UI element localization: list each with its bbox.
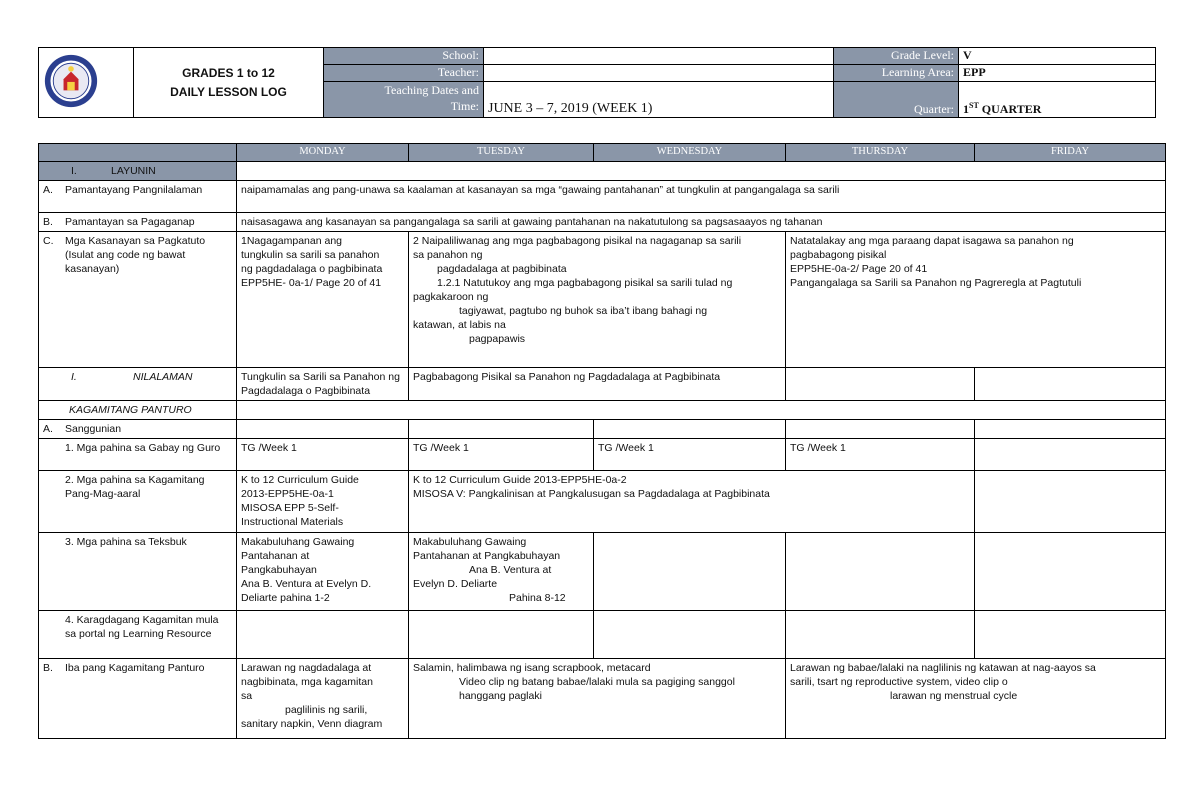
ib-mon-line: sa bbox=[241, 690, 253, 702]
title-line1: GRADES 1 to 12 bbox=[182, 65, 275, 80]
teksbuk-label: 3. Mga pahina sa Teksbuk bbox=[39, 533, 237, 611]
teacher-label: Teacher: bbox=[324, 65, 484, 82]
gabay-fri bbox=[975, 439, 1166, 471]
nilalaman-friday bbox=[975, 368, 1166, 401]
kagamitang-pang-row bbox=[39, 471, 1166, 533]
teacher-value[interactable] bbox=[484, 65, 834, 82]
sanggunian-thu bbox=[786, 420, 975, 439]
kagamitang-pang-monday bbox=[237, 471, 409, 533]
school-label: School: bbox=[324, 48, 484, 65]
layunin-label: LAYUNIN bbox=[111, 165, 156, 177]
gabay-label: 1. Mga pahina sa Gabay ng Guro bbox=[39, 439, 237, 471]
row-b-letter: B. bbox=[43, 216, 53, 228]
dates-label bbox=[324, 82, 484, 118]
tb-tue-line: Evelyn D. Deliarte bbox=[413, 578, 498, 590]
title-cell bbox=[134, 48, 324, 118]
karagdagan-row bbox=[39, 611, 1166, 659]
gabay-thu: TG /Week 1 bbox=[786, 439, 975, 471]
teksbuk-tuesday bbox=[409, 533, 594, 611]
tb-mon-line: Makabuluhang Gawaing bbox=[241, 536, 355, 548]
row-a-text: naipamamalas ang pang-unawa sa kaalaman at kasanayan sa mga “gawaing pantahanan” at tungkulin at pangangalaga sa sarili bbox=[237, 181, 1166, 213]
tb-mon-line: Pantahanan at bbox=[241, 550, 310, 562]
quarter-sup: ST bbox=[969, 101, 979, 110]
ib-tf-line: Larawan ng babae/lalaki na naglilinis ng katawan at nag-aayos sa bbox=[790, 662, 1096, 674]
tb-mon-line: Ana B. Ventura at Evelyn D. bbox=[241, 578, 372, 590]
sanggunian-tue bbox=[409, 420, 594, 439]
row-c-mon-line: 1Nagagampanan ang bbox=[241, 235, 343, 247]
quarter-rest: QUARTER bbox=[978, 102, 1042, 116]
row-c-tf-line: Natatalakay ang mga paraang dapat isagawa sa panahon ng bbox=[790, 235, 1074, 247]
tb-tue-line: Makabuluhang Gawaing bbox=[413, 536, 527, 548]
quarter-label: Quarter: bbox=[834, 82, 959, 118]
days-header-row bbox=[39, 144, 1166, 162]
header-table bbox=[38, 47, 1156, 118]
kagamitang-pang-friday bbox=[975, 471, 1166, 533]
ib-mon-line: nagbibinata, mga kagamitan bbox=[241, 676, 373, 688]
row-c-tw-line: sa panahon ng bbox=[413, 249, 483, 261]
row-c-tf-line: pagbabagong pisikal bbox=[790, 249, 887, 261]
sanggunian-mon bbox=[237, 420, 409, 439]
karagdagan-wed bbox=[594, 611, 786, 659]
karagdagan-tue bbox=[409, 611, 594, 659]
kagamitan-label: KAGAMITANG PANTURO bbox=[39, 401, 237, 420]
nilalaman-label-cell bbox=[39, 368, 237, 401]
row-c-letter: C. bbox=[43, 235, 54, 247]
pamantayan-sa-pagaganap-row bbox=[39, 213, 1166, 232]
row-a-label-cell bbox=[39, 181, 237, 213]
iba-pa-label-cell bbox=[39, 659, 237, 739]
row-a-label: Pamantayang Pangnilalaman bbox=[65, 184, 203, 196]
layunin-label-cell bbox=[39, 162, 237, 181]
deped-seal-cell bbox=[39, 48, 134, 118]
lesson-log-table bbox=[38, 143, 1166, 739]
layunin-num: I. bbox=[71, 165, 77, 177]
sanggunian-label: Sanggunian bbox=[65, 423, 122, 435]
teksbuk-thu bbox=[786, 533, 975, 611]
row-b-label: Pamantayan sa Pagaganap bbox=[65, 216, 195, 228]
row-b-label-cell bbox=[39, 213, 237, 232]
days-header-blank bbox=[39, 144, 237, 162]
pamantayang-pangnilalaman-row bbox=[39, 181, 1166, 213]
layunin-blank bbox=[237, 162, 1166, 181]
sanggunian-fri bbox=[975, 420, 1166, 439]
iba-pa-monday bbox=[237, 659, 409, 739]
row-a-letter: A. bbox=[43, 184, 53, 196]
kp-rest-line: MISOSA V: Pangkalinisan at Pangkalusugan sa Pagdadalaga at Pagbibinata bbox=[413, 488, 770, 500]
ib-tf-line: sarili, tsart ng reproductive system, video clip o bbox=[790, 676, 1008, 688]
teksbuk-fri bbox=[975, 533, 1166, 611]
grade-level-value[interactable]: V bbox=[959, 48, 1156, 65]
kp-mon-line: MISOSA EPP 5-Self- bbox=[241, 502, 339, 514]
row-c-tw-line: 2 Naipaliliwanag ang mga pagbabagong pisikal na nagaganap sa sarili bbox=[413, 235, 742, 247]
karagdagan-mon bbox=[237, 611, 409, 659]
learning-area-value[interactable]: EPP bbox=[959, 65, 1156, 82]
iba-pa-label: Iba pang Kagamitang Panturo bbox=[65, 662, 205, 674]
gabay-wed: TG /Week 1 bbox=[594, 439, 786, 471]
row-c-tw-line: tagiyawat, pagtubo ng buhok sa iba’t ibang bahagi ng bbox=[459, 305, 708, 317]
row-c-tw-line: katawan, at labis na bbox=[413, 319, 506, 331]
ib-mon-line: paglilinis ng sarili, bbox=[285, 704, 368, 716]
dates-label-line2: Time: bbox=[450, 99, 479, 113]
sanggunian-label-cell bbox=[39, 420, 237, 439]
day-tuesday: TUESDAY bbox=[409, 144, 594, 162]
kagamitang-panturo-row bbox=[39, 401, 1166, 420]
layunin-row bbox=[39, 162, 1166, 181]
kagamitang-pang-label: 2. Mga pahina sa Kagamitang Pang-Mag-aaral bbox=[39, 471, 237, 533]
dates-value[interactable]: JUNE 3 – 7, 2019 (WEEK 1) bbox=[484, 82, 834, 118]
iba-pa-thu-fri bbox=[786, 659, 1166, 739]
row-c-thu-fri bbox=[786, 232, 1166, 368]
school-value[interactable] bbox=[484, 48, 834, 65]
nilalaman-monday: Tungkulin sa Sarili sa Panahon ng Pagdadalaga o Pagbibinata bbox=[237, 368, 409, 401]
row-c-mon-line: tungkulin sa sarili sa panahon bbox=[241, 249, 380, 261]
title-line2: DAILY LESSON LOG bbox=[170, 84, 287, 99]
row-c-mon-line: EPP5HE- 0a-1/ Page 20 of 41 bbox=[241, 277, 382, 289]
learning-area-label: Learning Area: bbox=[834, 65, 959, 82]
kp-rest-line: K to 12 Curriculum Guide 2013-EPP5HE-0a-2 bbox=[413, 474, 627, 486]
tb-mon-line: Deliarte pahina 1-2 bbox=[241, 592, 330, 604]
dates-label-line1: Teaching Dates and bbox=[384, 83, 479, 97]
kagamitang-pang-rest bbox=[409, 471, 975, 533]
day-wednesday: WEDNESDAY bbox=[594, 144, 786, 162]
karagdagan-thu bbox=[786, 611, 975, 659]
row-c-tue-wed bbox=[409, 232, 786, 368]
row-b-text: naisasagawa ang kasanayan sa pangangalaga sa sarili at gawaing pantahanan na nakatutulong sa pagsasaayos ng tahanan bbox=[237, 213, 1166, 232]
sanggunian-wed bbox=[594, 420, 786, 439]
gabay-tue: TG /Week 1 bbox=[409, 439, 594, 471]
tb-tue-line: Pantahanan at Pangkabuhayan bbox=[413, 550, 561, 562]
ib-mon-line: sanitary napkin, Venn diagram bbox=[241, 718, 383, 730]
kp-mon-line: K to 12 Curriculum Guide bbox=[241, 474, 359, 486]
kagamitan-blank bbox=[237, 401, 1166, 420]
nilalaman-label: NILALAMAN bbox=[133, 371, 193, 383]
row-c-tw-line: 1.2.1 Natutukoy ang mga pagbabagong pisikal sa sarili tulad ng bbox=[437, 277, 733, 289]
kp-mon-line: 2013-EPP5HE-0a-1 bbox=[241, 488, 334, 500]
kp-mon-line: Instructional Materials bbox=[241, 516, 344, 528]
row-c-label: Mga Kasanayan sa Pagkatuto (Isulat ang code ng bawat kasanayan) bbox=[65, 235, 206, 275]
iba-pa-tue-wed bbox=[409, 659, 786, 739]
row-c-tw-line: pagpapawis bbox=[469, 333, 526, 345]
row-c-tf-line: Pangangalaga sa Sarili sa Panahon ng Pagreregla at Pagtutuli bbox=[790, 277, 1082, 289]
gabay-mon: TG /Week 1 bbox=[237, 439, 409, 471]
sanggunian-row bbox=[39, 420, 1166, 439]
tb-tue-line: Pahina 8-12 bbox=[509, 592, 566, 604]
iba-pa-letter: B. bbox=[43, 662, 53, 674]
row-c-tf-line: EPP5HE-0a-2/ Page 20 of 41 bbox=[790, 263, 928, 275]
karagdagan-fri bbox=[975, 611, 1166, 659]
sanggunian-letter: A. bbox=[43, 423, 53, 435]
gabay-row bbox=[39, 439, 1166, 471]
karagdagan-label: 4. Karagdagang Kagamitan mula sa portal ng Learning Resource bbox=[39, 611, 237, 659]
teksbuk-row bbox=[39, 533, 1166, 611]
ib-tw-line: hanggang paglaki bbox=[459, 690, 542, 702]
tb-mon-line: Pangkabuhayan bbox=[241, 564, 317, 576]
day-thursday: THURSDAY bbox=[786, 144, 975, 162]
quarter-value[interactable] bbox=[959, 82, 1156, 118]
row-c-label-cell bbox=[39, 232, 237, 368]
row-c-monday bbox=[237, 232, 409, 368]
row-c-tw-line: pagdadalaga at pagbibinata bbox=[437, 263, 567, 275]
kasanayan-row bbox=[39, 232, 1166, 368]
row-c-mon-line: ng pagdadalaga o pagbibinata bbox=[241, 263, 383, 275]
ib-tw-line: Video clip ng batang babae/lalaki mula sa pagiging sanggol bbox=[459, 676, 735, 688]
nilalaman-num: I. bbox=[71, 371, 77, 383]
teksbuk-monday bbox=[237, 533, 409, 611]
grade-level-label: Grade Level: bbox=[834, 48, 959, 65]
nilalaman-thursday bbox=[786, 368, 975, 401]
deped-seal-icon bbox=[43, 53, 99, 109]
teksbuk-wed bbox=[594, 533, 786, 611]
day-friday: FRIDAY bbox=[975, 144, 1166, 162]
nilalaman-row bbox=[39, 368, 1166, 401]
row-c-tw-line: pagkakaroon ng bbox=[413, 291, 489, 303]
day-monday: MONDAY bbox=[237, 144, 409, 162]
tb-tue-line: Ana B. Ventura at bbox=[469, 564, 552, 576]
ib-mon-line: Larawan ng nagdadalaga at bbox=[241, 662, 372, 674]
ib-tf-line: larawan ng menstrual cycle bbox=[890, 690, 1018, 702]
nilalaman-tue-wed: Pagbabagong Pisikal sa Panahon ng Pagdadalaga at Pagbibinata bbox=[409, 368, 786, 401]
iba-pa-row bbox=[39, 659, 1166, 739]
quarter-num: 1 bbox=[963, 102, 969, 116]
ib-tw-line: Salamin, halimbawa ng isang scrapbook, metacard bbox=[413, 662, 651, 674]
